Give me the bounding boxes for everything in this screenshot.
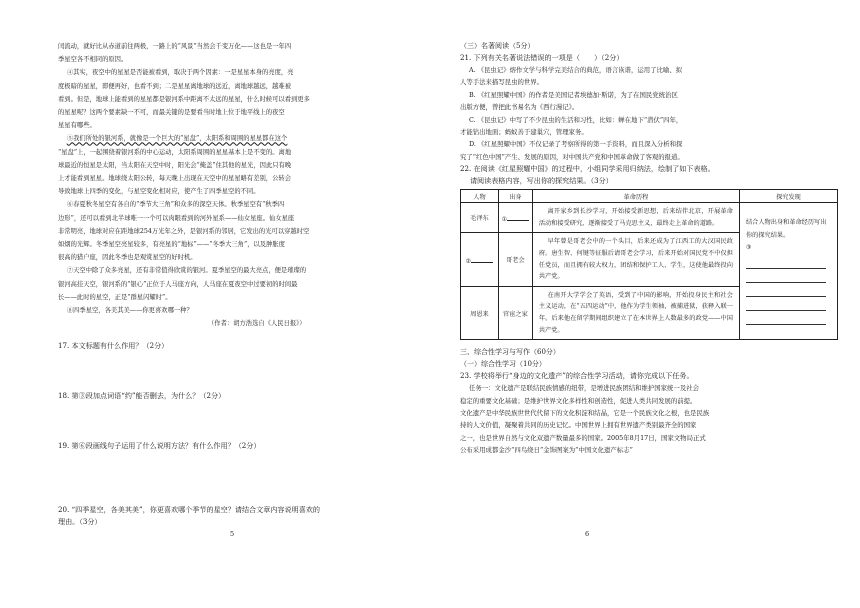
answer-line [746, 313, 826, 325]
option-d: D. 《红星照耀中国》不仅记录了考察所得的第一手资料，而且深入分析和探 [468, 140, 683, 149]
question-17: 17. 本文标题有什么作用？（2分） [58, 341, 169, 351]
page-number: 6 [585, 530, 590, 538]
subsection-heading: （一）综合性学习（10分） [460, 360, 546, 369]
history-cell: 早年曾是哥老会中的一个头目，后来还成为了江西工的大汉国民政府。唐生智、何键等征服后请哥老会学习，后来开始对国民党不中仅担任党员，而且拥有较大权力，团结和保护工人、学生，这使他最终投向共产党。 [532, 233, 739, 286]
article-line: ⑥春夏秋冬星空有各自的“季节大三角”和众多的深空天体。秋季星空有“秋季四 [66, 201, 285, 209]
task-line: 之一，也是世界自然与文化双遗产数量最多的国家。2005年8月17日，国家文物局正式 [460, 433, 706, 442]
option-c-cont: 才能钻出地面；蚂蚁善于建巢穴，管理家务。 [460, 128, 588, 137]
table-row [461, 203, 838, 233]
article-line: ⑦天空中除了众多亮星，还有非常值得欣赏的银河。夏季星空的最大亮点，便是璀璨的 [66, 267, 307, 275]
origin-cell: 官宦之家 [498, 286, 532, 339]
section-heading: （三）名著阅读（5分） [460, 42, 535, 50]
origin-cell [498, 203, 532, 233]
question-18: 18. 第③段加点词语“约”能否删去，为什么？（2分） [58, 391, 226, 401]
article-line: 球最近的恒星是太阳，当太阳在天空中时，阳光会“掩盖”住其他的星光，因此只有晚 [58, 161, 292, 169]
inquiry-table [460, 189, 838, 340]
table-header: 革命历程 [532, 190, 739, 203]
answer-line [507, 213, 529, 221]
task-line: 任务一：文化遗产是联结民族情感的纽带，是增进民族团结和维护国家统一及社会 [468, 384, 700, 393]
article-author: （作者：胡方浩选自《人民日报》） [208, 320, 306, 328]
article-line: 如烟的光辉。冬季星空亮星较多，有亮星的“地标”——“冬季大三角”，以及肿胀度 [58, 241, 285, 249]
article-line: 导致地球上四季的变化，与星空变化相对应，使产生了四季星空的不同。 [58, 188, 260, 196]
person-name: 毛泽东 [461, 203, 499, 233]
table-header: 人物 [461, 190, 499, 203]
table-header: 出身 [498, 190, 532, 203]
option-a: A. 《昆虫记》熔作文学与科学完美结合的典范，语言诙谐，运用了比喻、拟 [468, 66, 683, 74]
section-heading: 三、综合性学习与写作（60分） [460, 348, 560, 357]
answer-blank-2: ② [465, 257, 472, 265]
article-line: 边形”，还可以看到北半球唯一一个可以肉眼看到的河外星系——仙女星座。仙女星座 [58, 214, 295, 222]
article-line: ⑧四季星空，各美其美——你更喜欢哪一种？ [66, 307, 193, 315]
answer-line [746, 285, 826, 297]
person-name: 周恩来 [461, 286, 499, 339]
option-b-cont: 出版方便，曾把此书易名为《西行漫记》。 [460, 103, 579, 112]
probe-cell [740, 203, 838, 340]
article-body [58, 40, 410, 317]
answer-line [746, 257, 826, 269]
article-line: “星盘”上，一起围绕着银河系的中心运动，太阳系周围的星星基本上是不变的。离地 [58, 148, 292, 156]
table-header: 探究发现 [740, 190, 838, 203]
history-cell: 在南开大学学会了英语，受到了中国的影响，开始投身民主和社会主义运动，在“五四运动”中，他作为学生领袖，被捕进狱，获释入联一年。后来他在留学期间组织建立了在本世界上人数最多的政党——中国共产党。 [532, 286, 739, 339]
task-line: 公布采用成都金沙“四鸟绕日”金饰图案为“中国文化遗产标志” [460, 446, 633, 455]
page-number: 5 [230, 530, 235, 538]
article-line: 闰流动，就好比从赤道前往两极，一路上的“风景”当然会千变万化——这也是一年四 [58, 43, 292, 50]
history-cell: 离开家乡到长沙学习，开始接受新思想，后来结伴北京，开展革命活动和接受研究，逐渐接受了马克思主义，最终走上革命的道路。 [532, 203, 739, 233]
right-page [430, 0, 860, 608]
article-line: ④其实，夜空中的星星是否能被看到，取决于两个因素：一是星星本身的亮度，亮 [66, 69, 294, 77]
answer-line [746, 299, 826, 311]
table-header-row [461, 190, 838, 203]
option-a-cont: 人等手法来描写昆虫的世界。 [460, 78, 544, 87]
probe-text: 结合人物出身和革命经历写出你的探究结果。 [746, 219, 827, 239]
question-20-cont: 理由。（3分） [58, 517, 102, 527]
article-line: 季星空各不相同的原因。 [58, 56, 128, 64]
article-line: 度极暗的星星，即便再好，也看不到；二是星星离地球的远近，离地球越远，越难被 [58, 82, 291, 90]
question-22-cont: 请阅读表格内容，写出你的探究结果。（3分） [469, 176, 613, 186]
answer-blank-3: ③ [746, 244, 752, 252]
article-line: 星星有哪些。 [58, 122, 96, 130]
article-line: 长——此时的星空，正是“群星闪耀时”。 [58, 293, 172, 301]
question-23: 23. 学校将举行“身边的文化遗产”的综合性学习活动，请你完成以下任务。 [460, 371, 694, 381]
question-21: 21. 下列有关名著说法错误的一项是（ ）（2分） [460, 53, 624, 62]
answer-line [746, 271, 826, 283]
article-line: 银河高挂天空，银河系的“银心”正位于人马座方向，人马座在夏夜空中过要初的时间最 [58, 280, 298, 288]
answer-line [471, 255, 493, 263]
answer-blank-1: ① [501, 215, 508, 223]
origin-cell: 哥老会 [498, 233, 532, 286]
article-line: 上才能看到星星。地球绕太阳公转，每天晚上出现在天空中的星星略有差别，公转会 [58, 175, 291, 183]
name-cell [461, 233, 499, 286]
article-line: 非常明亮，地球对应在距地球254万光年之外，是银河系的邻居，它发出的光可以穿越时空 [58, 227, 310, 235]
task-line: 文化遗产是中华民族世世代代留下的文化积淀和结晶，它是一个民族文化之根，也是民族 [460, 409, 710, 417]
option-b: B. 《红星照耀中国》的作者是美国记者埃德加·斯诺，为了在国民党统治区 [468, 90, 678, 99]
article-line: 看到。但是，地球上能看到的星星都是银河系中距离不太远的星星，什么时候可以看到更多 [58, 95, 310, 103]
task-line: 持的人文价值，凝聚着共同的历史记忆。中国世界上拥有世界遗产类别最齐全的国家 [460, 421, 697, 430]
article-line: 很高的猎户座，因此冬季也是观赏星空的好时机。 [58, 254, 197, 262]
article-line: 的星星呢？这两个要素缺一不可，而最关键的是要看当时地上位于地平线上的夜空 [58, 109, 285, 117]
option-c: C. 《昆虫记》中写了不少昆虫的生活和习性，比如：蝉在地下“潜伏”四年， [468, 115, 683, 124]
task-line: 稳定的重要文化基础；是维护世界文化多样性和创造性，促进人类共同发展的前提。 [460, 396, 697, 405]
question-20: 20. “四季星空，各美其美”，你更喜欢哪个季节的星空？请结合文章内容说明喜欢的 [58, 505, 320, 515]
question-22: 22. 在阅读《红星照耀中国》的过程中，小组同学采用归纳法，绘制了如下表格。 [460, 164, 715, 174]
underlined-sentence: ⑤我们所处的银河系，就像是一个巨大的“星盘”，太阳系和周围的星星都在这个 [66, 135, 288, 143]
question-19: 19. 第⑥段画线句子运用了什么说明方法？有什么作用？（2分） [58, 441, 261, 451]
option-d-cont: 究了“红色中国”产生、发展的原因，对中国共产党和中国革命做了客观的报道。 [460, 152, 684, 161]
